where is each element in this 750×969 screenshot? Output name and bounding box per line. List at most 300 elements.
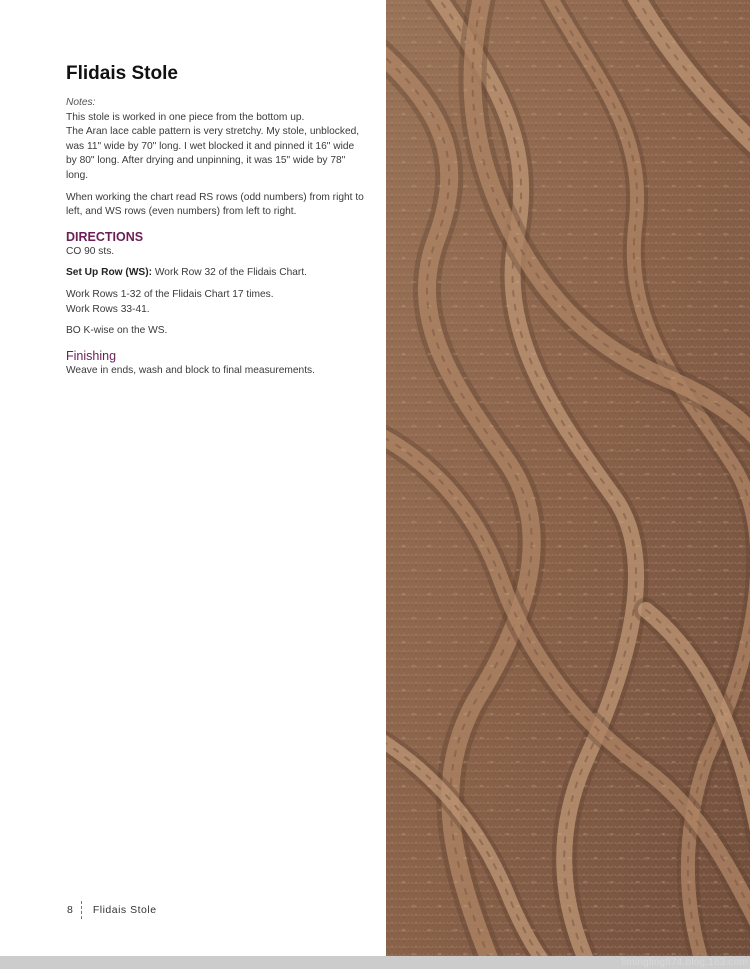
lace-eyelet: [479, 593, 483, 595]
lace-eyelet: [541, 857, 545, 859]
lace-eyelet: [463, 617, 467, 619]
lace-eyelet: [609, 353, 613, 355]
lace-eyelet: [531, 641, 535, 643]
lace-eyelet: [557, 833, 561, 835]
lace-eyelet: [671, 41, 675, 43]
lace-eyelet: [463, 569, 467, 571]
lace-eyelet: [427, 209, 431, 211]
lace-eyelet: [505, 497, 509, 499]
lace-eyelet: [713, 929, 717, 931]
lace-eyelet: [583, 497, 587, 499]
lace-eyelet: [505, 17, 509, 19]
lace-eyelet: [557, 593, 561, 595]
lace-eyelet: [619, 521, 623, 523]
lace-eyelet: [427, 497, 431, 499]
lace-eyelet: [697, 857, 701, 859]
lace-eyelet: [609, 305, 613, 307]
lace-eyelet: [619, 857, 623, 859]
lace-eyelet: [453, 161, 457, 163]
lace-eyelet: [531, 785, 535, 787]
lace-eyelet: [713, 17, 717, 19]
lace-eyelet: [489, 761, 493, 763]
lace-eyelet: [645, 137, 649, 139]
cable-knit-photo: [386, 0, 750, 969]
lace-eyelet: [411, 857, 415, 859]
lace-eyelet: [713, 641, 717, 643]
lace-eyelet: [583, 785, 587, 787]
lace-eyelet: [557, 785, 561, 787]
lace-eyelet: [489, 425, 493, 427]
pattern-text-column: [66, 62, 366, 378]
lace-eyelet: [557, 113, 561, 115]
lace-eyelet: [661, 65, 665, 67]
lace-eyelet: [541, 137, 545, 139]
lace-eyelet: [401, 641, 405, 643]
lace-eyelet: [723, 425, 727, 427]
lace-eyelet: [557, 449, 561, 451]
lace-eyelet: [489, 521, 493, 523]
lace-eyelet: [557, 161, 561, 163]
lace-eyelet: [635, 641, 639, 643]
lace-eyelet: [739, 113, 743, 115]
lace-eyelet: [531, 881, 535, 883]
lace-eyelet: [401, 593, 405, 595]
lace-eyelet: [489, 377, 493, 379]
lace-eyelet: [463, 281, 467, 283]
lace-eyelet: [411, 521, 415, 523]
final-rows-instruction: Work Rows 33-41.: [66, 303, 150, 315]
lace-eyelet: [609, 161, 613, 163]
lace-eyelet: [697, 473, 701, 475]
lace-eyelet: [645, 521, 649, 523]
lace-eyelet: [661, 593, 665, 595]
lace-eyelet: [427, 785, 431, 787]
lace-eyelet: [401, 833, 405, 835]
lace-eyelet: [411, 905, 415, 907]
lace-eyelet: [671, 713, 675, 715]
lace-eyelet: [645, 617, 649, 619]
lace-eyelet: [515, 89, 519, 91]
lace-eyelet: [505, 545, 509, 547]
lace-eyelet: [557, 689, 561, 691]
lace-eyelet: [635, 881, 639, 883]
lace-eyelet: [593, 569, 597, 571]
lace-eyelet: [489, 665, 493, 667]
lace-eyelet: [479, 641, 483, 643]
lace-eyelet: [645, 233, 649, 235]
lace-eyelet: [723, 713, 727, 715]
lace-eyelet: [489, 89, 493, 91]
lace-eyelet: [515, 809, 519, 811]
lace-eyelet: [411, 185, 415, 187]
lace-eyelet: [515, 233, 519, 235]
lace-eyelet: [723, 665, 727, 667]
lace-eyelet: [697, 281, 701, 283]
lace-eyelet: [437, 89, 441, 91]
lace-eyelet: [635, 209, 639, 211]
lace-eyelet: [411, 377, 415, 379]
lace-eyelet: [687, 401, 691, 403]
lace-eyelet: [697, 137, 701, 139]
lace-eyelet: [463, 713, 467, 715]
lace-eyelet: [557, 353, 561, 355]
lace-eyelet: [687, 161, 691, 163]
lace-eyelet: [557, 305, 561, 307]
lace-eyelet: [541, 233, 545, 235]
lace-eyelet: [453, 689, 457, 691]
lace-eyelet: [619, 185, 623, 187]
lace-eyelet: [619, 425, 623, 427]
lace-eyelet: [609, 833, 613, 835]
lace-eyelet: [453, 593, 457, 595]
lace-eyelet: [427, 593, 431, 595]
lace-eyelet: [739, 65, 743, 67]
lace-eyelet: [427, 641, 431, 643]
lace-eyelet: [437, 377, 441, 379]
lace-eyelet: [671, 569, 675, 571]
lace-eyelet: [401, 17, 405, 19]
lace-eyelet: [489, 953, 493, 955]
lace-eyelet: [713, 305, 717, 307]
lace-eyelet: [479, 785, 483, 787]
lace-eyelet: [531, 401, 535, 403]
lace-eyelet: [661, 545, 665, 547]
lace-eyelet: [713, 737, 717, 739]
lace-eyelet: [583, 353, 587, 355]
lace-eyelet: [489, 185, 493, 187]
lace-eyelet: [401, 305, 405, 307]
lace-eyelet: [635, 689, 639, 691]
lace-eyelet: [567, 281, 571, 283]
cable-knit-texture: [386, 0, 750, 969]
lace-eyelet: [671, 617, 675, 619]
lace-eyelet: [635, 785, 639, 787]
lace-eyelet: [489, 713, 493, 715]
lace-eyelet: [557, 641, 561, 643]
lace-eyelet: [427, 17, 431, 19]
lace-eyelet: [479, 209, 483, 211]
lace-eyelet: [583, 305, 587, 307]
lace-eyelet: [557, 737, 561, 739]
lace-eyelet: [583, 833, 587, 835]
lace-eyelet: [593, 617, 597, 619]
footer-divider: [81, 901, 82, 919]
lace-eyelet: [541, 41, 545, 43]
lace-eyelet: [671, 185, 675, 187]
lace-eyelet: [411, 953, 415, 955]
lace-eyelet: [687, 257, 691, 259]
lace-eyelet: [437, 809, 441, 811]
lace-eyelet: [541, 809, 545, 811]
lace-eyelet: [739, 833, 743, 835]
lace-eyelet: [437, 521, 441, 523]
lace-eyelet: [437, 761, 441, 763]
notes-line-1: This stole is worked in one piece from the bottom up.: [66, 111, 305, 123]
lace-eyelet: [489, 857, 493, 859]
lace-eyelet: [713, 209, 717, 211]
lace-eyelet: [687, 17, 691, 19]
lace-eyelet: [541, 185, 545, 187]
lace-eyelet: [661, 929, 665, 931]
lace-eyelet: [619, 713, 623, 715]
lace-eyelet: [609, 209, 613, 211]
lace-eyelet: [401, 401, 405, 403]
lace-eyelet: [531, 257, 535, 259]
lace-eyelet: [645, 569, 649, 571]
lace-eyelet: [609, 881, 613, 883]
lace-eyelet: [567, 233, 571, 235]
lace-eyelet: [723, 761, 727, 763]
lace-eyelet: [739, 689, 743, 691]
lace-eyelet: [437, 233, 441, 235]
lace-eyelet: [739, 545, 743, 547]
lace-eyelet: [661, 785, 665, 787]
lace-eyelet: [567, 89, 571, 91]
lace-eyelet: [687, 449, 691, 451]
lace-eyelet: [723, 185, 727, 187]
lace-eyelet: [463, 233, 467, 235]
lace-eyelet: [723, 377, 727, 379]
lace-eyelet: [661, 257, 665, 259]
lace-eyelet: [713, 881, 717, 883]
lace-eyelet: [427, 689, 431, 691]
lace-eyelet: [583, 545, 587, 547]
lace-eyelet: [645, 761, 649, 763]
lace-eyelet: [479, 401, 483, 403]
lace-eyelet: [567, 617, 571, 619]
lace-eyelet: [515, 953, 519, 955]
lace-eyelet: [619, 905, 623, 907]
lace-eyelet: [723, 233, 727, 235]
lace-eyelet: [505, 65, 509, 67]
lace-eyelet: [567, 185, 571, 187]
lace-eyelet: [557, 65, 561, 67]
lace-eyelet: [437, 905, 441, 907]
lace-eyelet: [453, 641, 457, 643]
lace-eyelet: [515, 377, 519, 379]
lace-eyelet: [713, 497, 717, 499]
lace-eyelet: [635, 161, 639, 163]
lace-eyelet: [593, 329, 597, 331]
lace-eyelet: [697, 665, 701, 667]
lace-eyelet: [567, 137, 571, 139]
lace-eyelet: [697, 809, 701, 811]
lace-eyelet: [541, 665, 545, 667]
lace-eyelet: [609, 65, 613, 67]
lace-eyelet: [427, 257, 431, 259]
lace-eyelet: [401, 209, 405, 211]
lace-eyelet: [697, 761, 701, 763]
finishing-heading: Finishing: [66, 348, 117, 363]
lace-eyelet: [567, 665, 571, 667]
lace-eyelet: [713, 257, 717, 259]
lace-eyelet: [505, 401, 509, 403]
lace-eyelet: [463, 185, 467, 187]
lace-eyelet: [619, 41, 623, 43]
lace-eyelet: [609, 401, 613, 403]
lace-eyelet: [479, 737, 483, 739]
lace-eyelet: [541, 89, 545, 91]
lace-eyelet: [687, 785, 691, 787]
lace-eyelet: [671, 425, 675, 427]
lace-eyelet: [671, 857, 675, 859]
lace-eyelet: [541, 521, 545, 523]
lace-eyelet: [411, 473, 415, 475]
lace-eyelet: [541, 713, 545, 715]
lace-eyelet: [479, 113, 483, 115]
lace-eyelet: [463, 329, 467, 331]
lace-eyelet: [619, 89, 623, 91]
lace-eyelet: [593, 425, 597, 427]
lace-eyelet: [583, 737, 587, 739]
lace-eyelet: [593, 473, 597, 475]
repeat-rows-instruction: Work Rows 1-32 of the Flidais Chart 17 times.: [66, 288, 274, 300]
lace-eyelet: [557, 401, 561, 403]
lace-eyelet: [401, 785, 405, 787]
lace-eyelet: [453, 545, 457, 547]
lace-eyelet: [661, 161, 665, 163]
lace-eyelet: [697, 185, 701, 187]
lace-eyelet: [489, 137, 493, 139]
lace-eyelet: [567, 905, 571, 907]
lace-eyelet: [713, 353, 717, 355]
lace-eyelet: [401, 113, 405, 115]
lace-eyelet: [567, 809, 571, 811]
lace-eyelet: [645, 377, 649, 379]
lace-eyelet: [697, 41, 701, 43]
lace-eyelet: [687, 209, 691, 211]
lace-eyelet: [401, 449, 405, 451]
lace-eyelet: [531, 17, 535, 19]
lace-eyelet: [739, 737, 743, 739]
lace-eyelet: [635, 929, 639, 931]
lace-eyelet: [437, 569, 441, 571]
notes-line-2: The Aran lace cable pattern is very stretchy. My stole, unblocked, was 11" wide by 70" long. I wet blocked it and pinned it 16" wide by 80" long. After drying and unpinning, it was 15" wide by 78" long.: [66, 126, 360, 181]
lace-eyelet: [661, 689, 665, 691]
lace-eyelet: [531, 353, 535, 355]
lace-eyelet: [453, 305, 457, 307]
lace-eyelet: [479, 305, 483, 307]
page-number: 8: [67, 904, 73, 916]
lace-eyelet: [671, 953, 675, 955]
lace-eyelet: [619, 377, 623, 379]
lace-eyelet: [427, 113, 431, 115]
lace-eyelet: [463, 665, 467, 667]
lace-eyelet: [531, 209, 535, 211]
lace-eyelet: [687, 929, 691, 931]
lace-eyelet: [619, 809, 623, 811]
lace-eyelet: [661, 737, 665, 739]
lace-eyelet: [567, 473, 571, 475]
lace-eyelet: [505, 737, 509, 739]
lace-eyelet: [619, 137, 623, 139]
lace-eyelet: [541, 569, 545, 571]
lace-eyelet: [671, 521, 675, 523]
lace-eyelet: [687, 737, 691, 739]
lace-eyelet: [697, 377, 701, 379]
lace-eyelet: [661, 401, 665, 403]
lace-eyelet: [453, 257, 457, 259]
notes-label: Notes:: [66, 97, 96, 108]
lace-eyelet: [661, 833, 665, 835]
lace-eyelet: [411, 41, 415, 43]
lace-eyelet: [635, 305, 639, 307]
lace-eyelet: [515, 713, 519, 715]
lace-eyelet: [411, 761, 415, 763]
lace-eyelet: [635, 353, 639, 355]
lace-eyelet: [645, 953, 649, 955]
lace-eyelet: [463, 473, 467, 475]
lace-eyelet: [479, 161, 483, 163]
lace-eyelet: [437, 617, 441, 619]
lace-eyelet: [713, 833, 717, 835]
lace-eyelet: [505, 833, 509, 835]
lace-eyelet: [671, 473, 675, 475]
lace-eyelet: [541, 617, 545, 619]
lace-eyelet: [671, 137, 675, 139]
lace-eyelet: [437, 857, 441, 859]
lace-eyelet: [713, 593, 717, 595]
lace-eyelet: [583, 209, 587, 211]
lace-eyelet: [567, 857, 571, 859]
lace-eyelet: [671, 233, 675, 235]
lace-eyelet: [557, 17, 561, 19]
lace-eyelet: [541, 905, 545, 907]
lace-eyelet: [557, 497, 561, 499]
lace-eyelet: [453, 17, 457, 19]
lace-eyelet: [505, 785, 509, 787]
lace-eyelet: [531, 497, 535, 499]
lace-eyelet: [619, 569, 623, 571]
lace-eyelet: [515, 137, 519, 139]
lace-eyelet: [411, 713, 415, 715]
lace-eyelet: [739, 593, 743, 595]
lace-eyelet: [661, 209, 665, 211]
lace-eyelet: [609, 545, 613, 547]
lace-eyelet: [557, 257, 561, 259]
lace-eyelet: [505, 929, 509, 931]
lace-eyelet: [593, 953, 597, 955]
lace-eyelet: [531, 689, 535, 691]
lace-eyelet: [723, 521, 727, 523]
lace-eyelet: [713, 65, 717, 67]
lace-eyelet: [479, 689, 483, 691]
lace-eyelet: [505, 449, 509, 451]
lace-eyelet: [531, 593, 535, 595]
lace-eyelet: [723, 953, 727, 955]
lace-eyelet: [687, 641, 691, 643]
lace-eyelet: [593, 185, 597, 187]
lace-eyelet: [645, 41, 649, 43]
lace-eyelet: [427, 449, 431, 451]
lace-eyelet: [697, 617, 701, 619]
lace-eyelet: [687, 593, 691, 595]
lace-eyelet: [609, 641, 613, 643]
lace-eyelet: [687, 497, 691, 499]
lace-eyelet: [541, 329, 545, 331]
lace-eyelet: [609, 785, 613, 787]
lace-eyelet: [635, 65, 639, 67]
lace-eyelet: [635, 545, 639, 547]
lace-eyelet: [541, 761, 545, 763]
lace-eyelet: [427, 545, 431, 547]
lace-eyelet: [723, 281, 727, 283]
lace-eyelet: [437, 665, 441, 667]
lace-eyelet: [557, 881, 561, 883]
lace-eyelet: [583, 929, 587, 931]
lace-eyelet: [713, 161, 717, 163]
lace-eyelet: [463, 89, 467, 91]
